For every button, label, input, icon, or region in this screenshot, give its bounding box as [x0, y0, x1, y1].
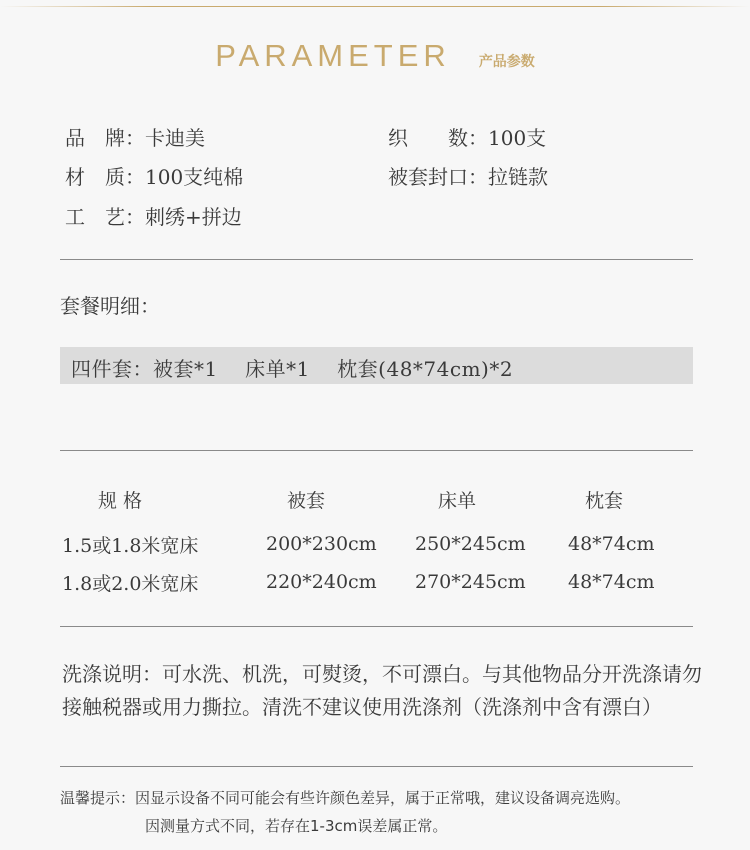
divider [60, 626, 693, 627]
table-cell: 48*74cm [568, 533, 655, 555]
divider [60, 766, 693, 767]
tip-line-1: 温馨提示：因显示设备不同可能会有些许颜色差异，属于正常哦，建议设备调亮选购。 [60, 789, 631, 807]
package-content: 四件套：被套*1 床单*1 枕套(48*74cm)*2 [71, 357, 514, 381]
spec-header-duvet: 被套 [287, 490, 326, 512]
param-craft: 工 艺：刺绣+拼边 [65, 205, 242, 229]
divider [60, 259, 693, 260]
table-cell: 270*245cm [415, 571, 526, 593]
tip-line-2: 因测量方式不同，若存在1-3cm误差属正常。 [145, 817, 448, 835]
package-bar [60, 347, 693, 384]
table-cell: 48*74cm [568, 571, 655, 593]
param-closure: 被套封口：拉链款 [388, 165, 548, 189]
section-header [0, 38, 750, 74]
spec-header-sheet: 床单 [438, 490, 477, 512]
param-weave: 织 数：100支 [388, 126, 547, 150]
package-label: 套餐明细： [60, 294, 160, 318]
wash-instructions: 洗涤说明：可水洗、机洗，可熨烫，不可漂白。与其他物品分开洗涤请勿接触税器或用力撕拉。清洗不建议使用洗涤剂（洗涤剂中含有漂白） [62, 662, 702, 719]
table-cell: 1.8或2.0米宽床 [62, 573, 199, 595]
divider [60, 450, 693, 451]
header-title: PARAMETER [215, 38, 451, 73]
table-cell: 250*245cm [415, 533, 526, 555]
table-cell: 220*240cm [266, 571, 377, 593]
spec-header-size: 规 格 [98, 490, 143, 512]
spec-header-pillowcase: 枕套 [585, 490, 624, 512]
param-brand: 品 牌：卡迪美 [65, 126, 205, 150]
top-decorative-line [0, 6, 750, 7]
header-subtitle: 产品参数 [478, 54, 535, 70]
param-material: 材 质：100支纯棉 [65, 165, 244, 189]
table-cell: 1.5或1.8米宽床 [62, 535, 199, 557]
table-cell: 200*230cm [266, 533, 377, 555]
